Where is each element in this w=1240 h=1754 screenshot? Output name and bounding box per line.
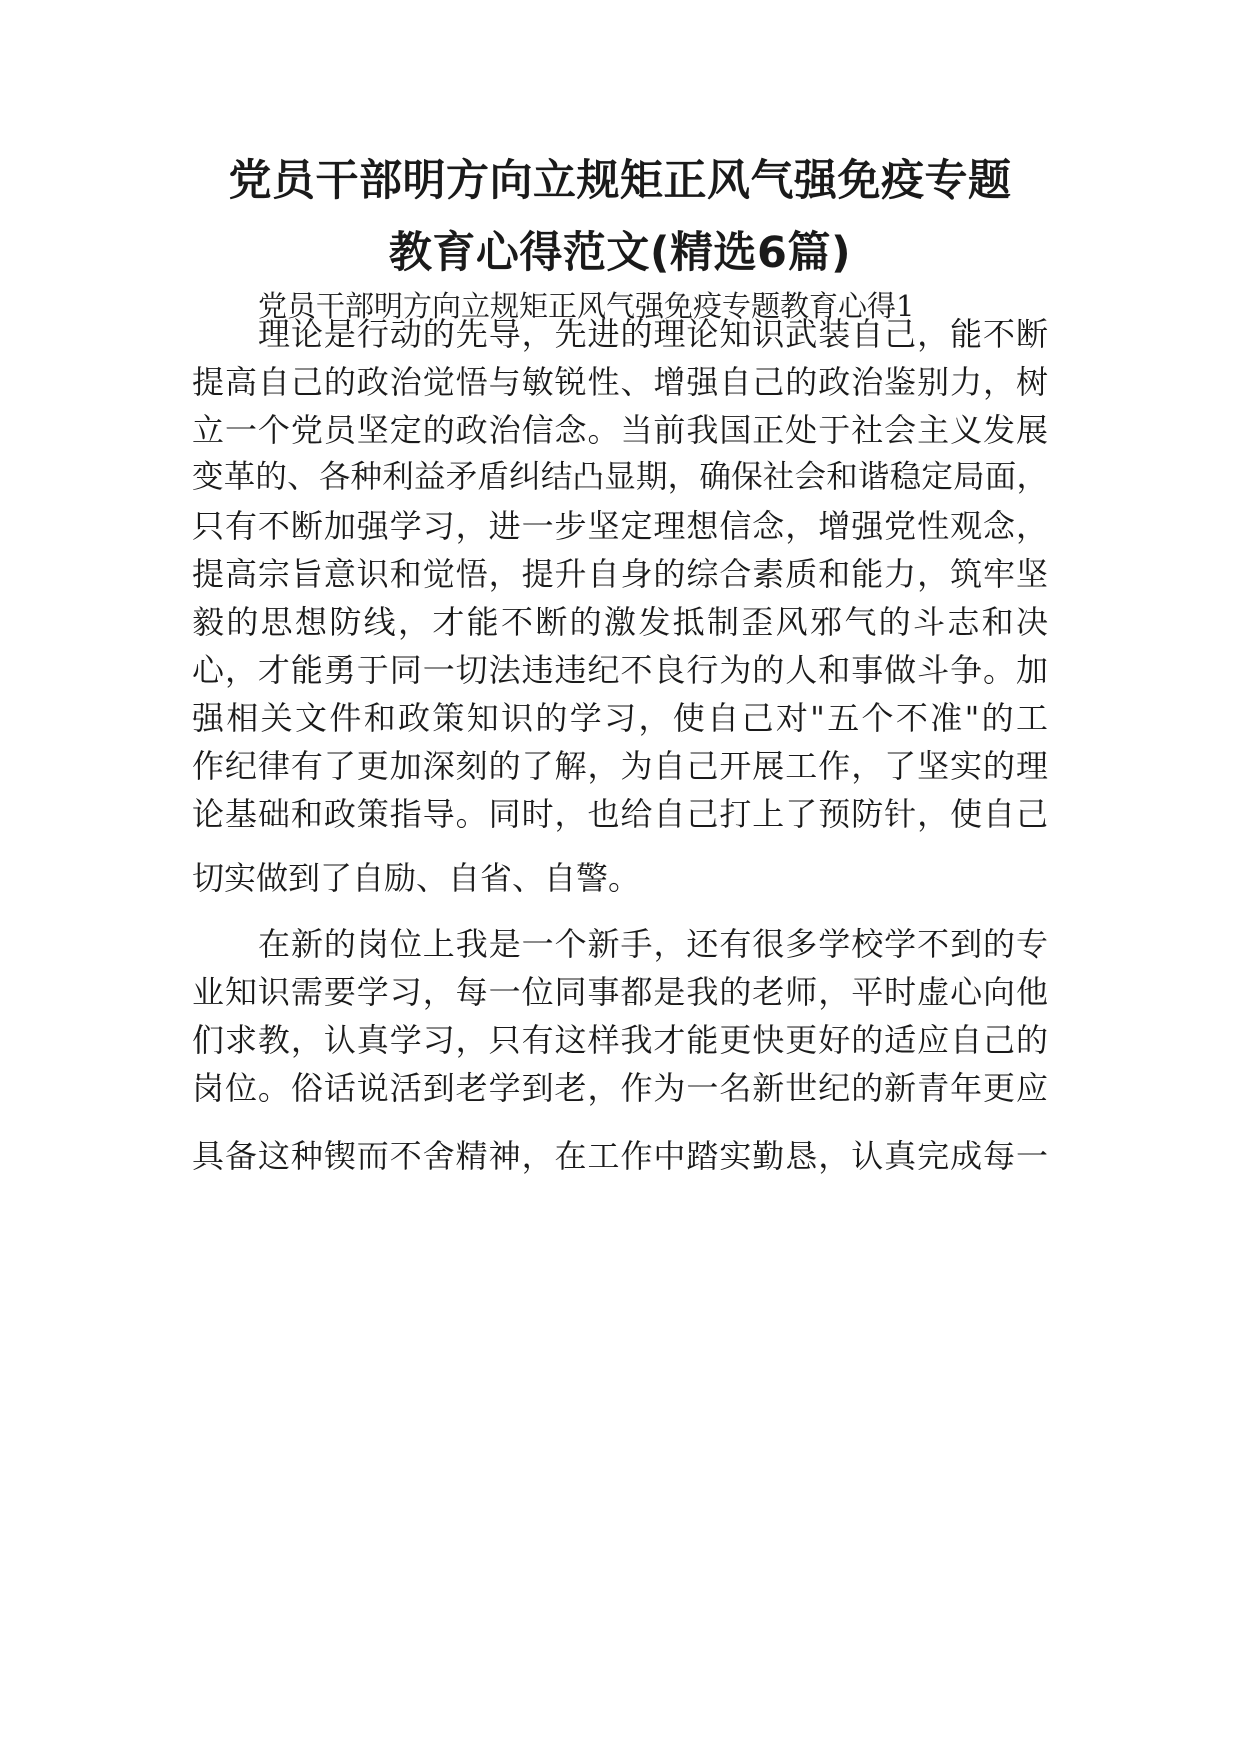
- paragraph-line: 论基础和政策指导。同时，也给自己打上了预防针，使自己: [192, 795, 1048, 833]
- paragraph-line: 强相关文件和政策知识的学习，使自己对"五个不准"的工: [192, 699, 1048, 737]
- paragraph-line: 们求教，认真学习，只有这样我才能更快更好的适应自己的: [192, 1021, 1048, 1059]
- paragraph-line: 心，才能勇于同一切法违违纪不良行为的人和事做斗争。加: [192, 651, 1048, 689]
- paragraph-line: 提高宗旨意识和觉悟，提升自身的综合素质和能力，筑牢坚: [192, 555, 1048, 593]
- document-title-line-1: 党员干部明方向立规矩正风气强免疫专题: [228, 156, 1012, 206]
- paragraph-line: 作纪律有了更加深刻的了解，为自己开展工作，了坚实的理: [192, 747, 1048, 785]
- paragraph-line: 切实做到了自励、自省、自警。: [192, 859, 641, 897]
- paragraph-line: 变革的、各种利益矛盾纠结凸显期，确保社会和谐稳定局面，: [192, 459, 1048, 495]
- paragraph-line: 具备这种锲而不舍精神，在工作中踏实勤恳，认真完成每一: [192, 1137, 1048, 1175]
- paragraph-line: 立一个党员坚定的政治信念。当前我国正处于社会主义发展: [192, 411, 1048, 449]
- document-title-line-2: 教育心得范文(精选6篇): [388, 228, 852, 278]
- paragraph-line: 只有不断加强学习，进一步坚定理想信念，增强党性观念，: [192, 507, 1048, 545]
- paragraph-line: 岗位。俗话说活到老学到老，作为一名新世纪的新青年更应: [192, 1069, 1048, 1107]
- paragraph-line: 业知识需要学习，每一位同事都是我的老师，平时虚心向他: [192, 973, 1048, 1011]
- section-heading: 党员干部明方向立规矩正风气强免疫专题教育心得1: [258, 289, 915, 323]
- paragraph-line: 提高自己的政治觉悟与敏锐性、增强自己的政治鉴别力，树: [192, 363, 1048, 401]
- paragraph-line: 在新的岗位上我是一个新手，还有很多学校学不到的专: [258, 925, 1048, 963]
- paragraph-line: 理论是行动的先导，先进的理论知识武装自己，能不断: [258, 315, 1048, 353]
- paragraph-line: 毅的思想防线，才能不断的激发抵制歪风邪气的斗志和决: [192, 603, 1048, 641]
